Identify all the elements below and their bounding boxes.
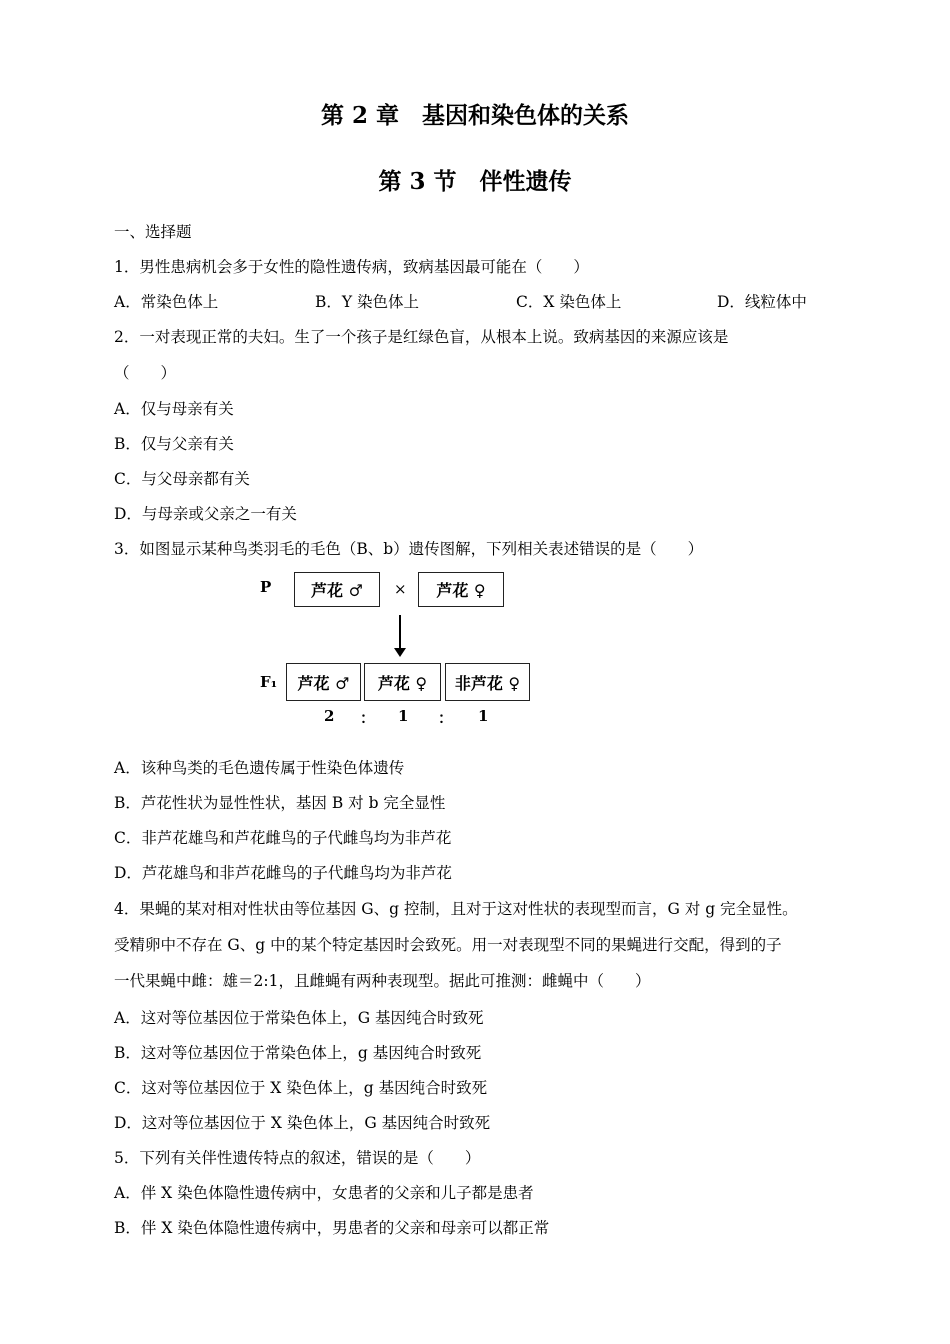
f1-label: F₁: [260, 673, 278, 691]
cross-symbol: ×: [394, 580, 407, 598]
q4-stem-3: 一代果蝇中雌：雄＝2:1，且雌蝇有两种表现型。据此可推测：雌蝇中（ ）: [114, 972, 651, 990]
ratio-2: 1: [398, 707, 409, 725]
q5-stem: 5．下列有关伴性遗传特点的叙述，错误的是（ ）: [114, 1149, 481, 1167]
q1-option-d: D．线粒体中: [717, 293, 807, 311]
ratio-sep-2: ：: [438, 709, 454, 727]
q1-stem: 1．男性患病机会多于女性的隐性遗传病，致病基因最可能在（ ）: [114, 258, 589, 276]
q2-option-d: D．与母亲或父亲之一有关: [114, 505, 297, 523]
q2-option-a: A．仅与母亲有关: [114, 400, 234, 418]
arrow-head: [394, 648, 406, 657]
q3-option-a: A．该种鸟类的毛色遗传属于性染色体遗传: [114, 759, 405, 777]
q3-option-d: D．芦花雄鸟和非芦花雌鸟的子代雌鸟均为非芦花: [114, 864, 452, 882]
ratio-sep-1: ：: [360, 709, 376, 727]
q2-stem: 2．一对表现正常的夫妇。生了一个孩子是红绿色盲，从根本上说。致病基因的来源应该是: [114, 328, 729, 346]
q4-option-c: C．这对等位基因位于 X 染色体上，g 基因纯合时致死: [114, 1079, 488, 1097]
q2-stem-cont: （ ）: [114, 364, 177, 382]
q4-stem-2: 受精卵中不存在 G、g 中的某个特定基因时会致死。用一对表现型不同的果蝇进行交配，得到的子: [114, 936, 782, 954]
q4-stem-1: 4．果蝇的某对相对性状由等位基因 G、g 控制，且对于这对性状的表现型而言，G 对 g 完全显性。: [114, 900, 798, 918]
p-male-box: 芦花 ♂: [294, 572, 380, 607]
q4-option-d: D．这对等位基因位于 X 染色体上，G 基因纯合时致死: [114, 1114, 491, 1132]
q1-option-c: C．X 染色体上: [516, 293, 622, 311]
f1-box-2: 芦花 ♀: [364, 663, 441, 701]
p-label: P: [260, 578, 272, 596]
q4-option-a: A．这对等位基因位于常染色体上，G 基因纯合时致死: [114, 1009, 484, 1027]
p-female-box: 芦花 ♀: [418, 572, 504, 607]
q1-option-a: A．常染色体上: [114, 293, 219, 311]
q3-option-c: C．非芦花雄鸟和芦花雌鸟的子代雌鸟均为非芦花: [114, 829, 452, 847]
q2-option-b: B．仅与父亲有关: [114, 435, 234, 453]
chapter-title: 第 2 章 基因和染色体的关系: [320, 102, 630, 129]
q4-option-b: B．这对等位基因位于常染色体上，g 基因纯合时致死: [114, 1044, 482, 1062]
ratio-3: 1: [478, 707, 489, 725]
q3-stem: 3．如图显示某种鸟类羽毛的毛色（B、b）遗传图解，下列相关表述错误的是（ ）: [114, 540, 704, 558]
q5-option-b: B．伴 X 染色体隐性遗传病中，男患者的父亲和母亲可以都正常: [114, 1219, 550, 1237]
ratio-1: 2: [324, 707, 335, 725]
q1-option-b: B．Y 染色体上: [315, 293, 420, 311]
q2-option-c: C．与父母亲都有关: [114, 470, 250, 488]
f1-box-1: 芦花 ♂: [286, 663, 361, 701]
section-title: 第 3 节 伴性遗传: [378, 168, 572, 195]
f1-box-3: 非芦花 ♀: [445, 663, 530, 701]
q3-option-b: B．芦花性状为显性性状，基因 B 对 b 完全显性: [114, 794, 446, 812]
q5-option-a: A．伴 X 染色体隐性遗传病中，女患者的父亲和儿子都是患者: [114, 1184, 534, 1202]
part-heading: 一、选择题: [114, 223, 192, 241]
